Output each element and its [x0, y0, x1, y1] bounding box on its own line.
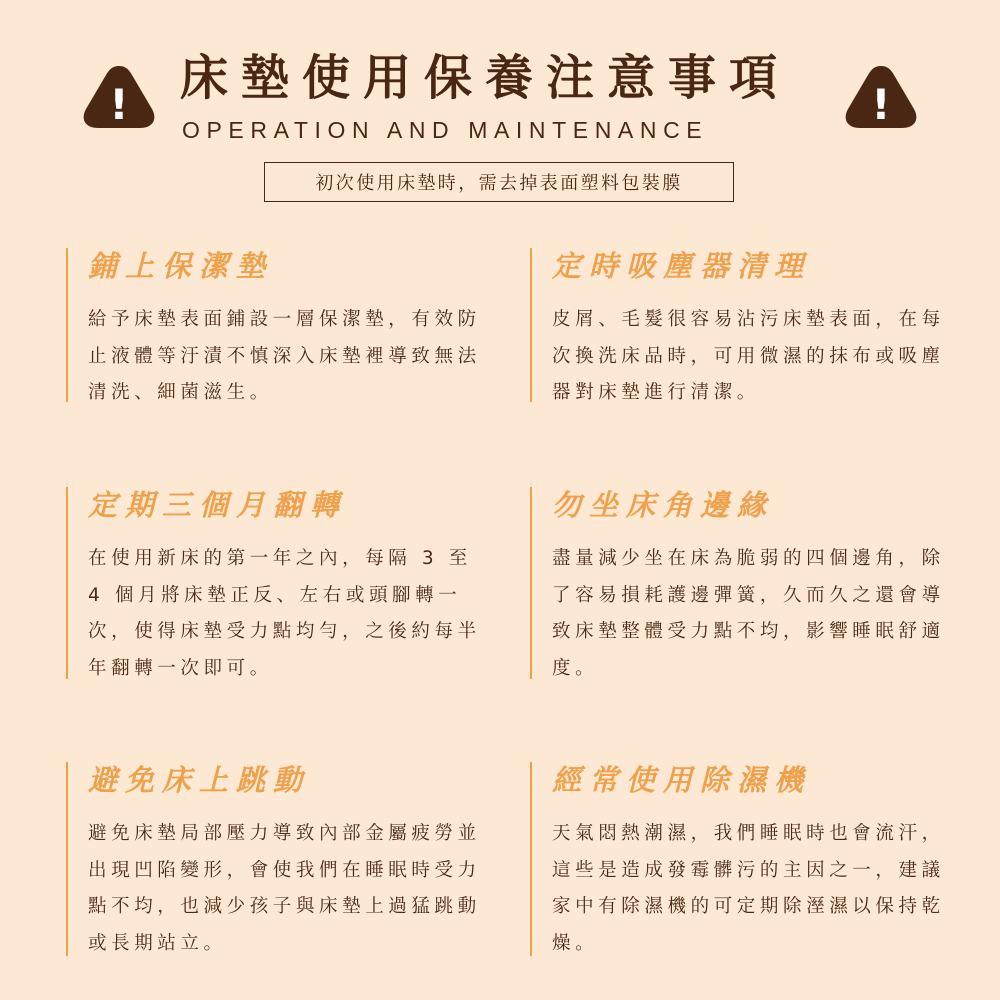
section-body: 盡量減少坐在床為脆弱的四個邊角，除了容易損耗護邊彈簧，久而久之還會導致床墊整體受力點不均，影響睡眠舒適度。 [552, 548, 945, 679]
notice-box: 初次使用床墊時，需去掉表面塑料包裝膜 [264, 162, 734, 202]
section-title: 定時吸塵器清理 [552, 249, 812, 283]
section-title: 避免床上跳動 [88, 763, 311, 797]
section-body: 在使用新床的第一年之內，每隔 3 至 4 個月將床墊正反、左右或頭腳轉一次，使得床墊受力點均勻，之後約每半年翻轉一次即可。 [88, 548, 481, 679]
section-title: 勿坐床角邊緣 [552, 488, 775, 522]
section-avoid-edge-sitting [530, 487, 950, 679]
warning-icon [844, 64, 918, 130]
section-body: 天氣悶熱潮濕，我們睡眠時也會流汗，這些是造成發霉髒污的主因之一，建議家中有除濕機的可定期除溼濕以保持乾燥。 [552, 823, 945, 954]
header [0, 0, 1000, 220]
svg-text:!: ! [871, 80, 891, 129]
section-vacuum-cleaning [530, 248, 950, 402]
section-body: 皮屑、毛髮很容易沾污床墊表面，在每次換洗床品時，可用微濕的抹布或吸塵器對床墊進行清潔。 [552, 309, 945, 403]
section-flip-regularly [66, 487, 486, 679]
section-body: 給予床墊表面鋪設一層保潔墊，有效防止液體等汙漬不慎深入床墊裡導致無法清洗、細菌滋生。 [88, 309, 481, 403]
page-title: 床墊使用保養注意事項 [180, 50, 791, 106]
section-title: 經常使用除濕機 [552, 763, 812, 797]
section-title: 定期三個月翻轉 [88, 488, 348, 522]
section-title: 鋪上保潔墊 [88, 249, 274, 283]
section-use-dehumidifier [530, 762, 950, 956]
svg-text:!: ! [109, 80, 129, 129]
page-subtitle: OPERATION AND MAINTENANCE [182, 117, 709, 143]
section-avoid-jumping [66, 762, 486, 956]
section-body: 避免床墊局部壓力導致內部金屬疲勞並出現凹陷變形，會使我們在睡眠時受力點不均，也減少孩子與床墊上過猛跳動或長期站立。 [88, 823, 481, 954]
warning-icon [82, 64, 156, 130]
section-protector-pad [66, 248, 486, 402]
